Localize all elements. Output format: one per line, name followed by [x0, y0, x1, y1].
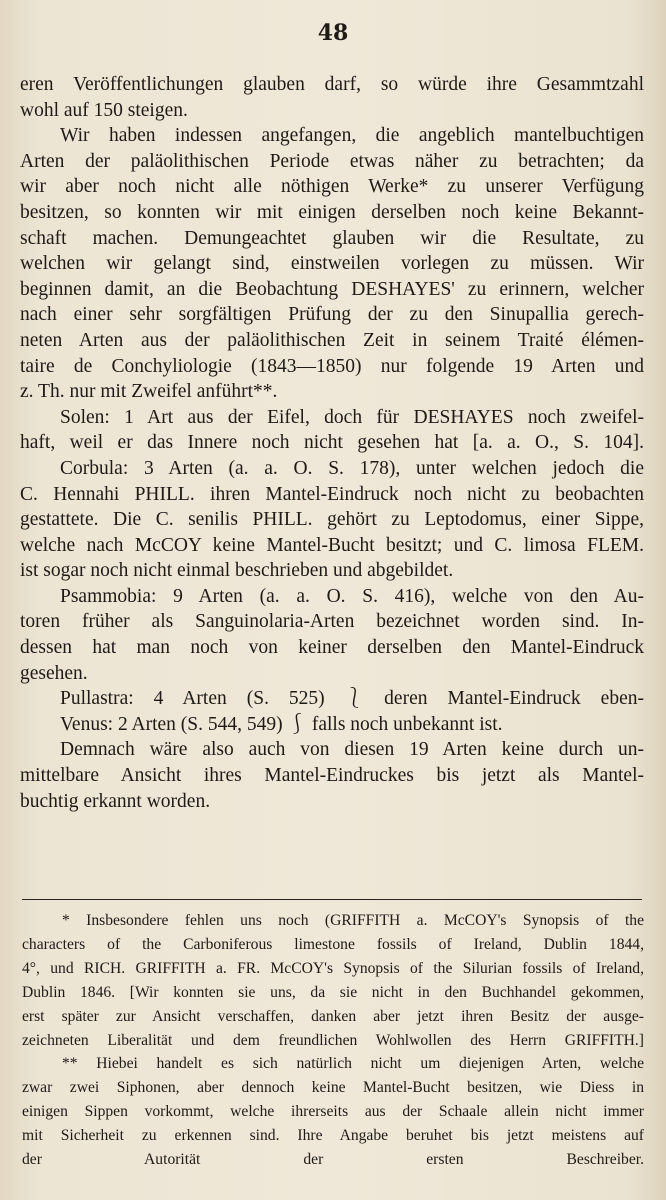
footnote-line: * Insbesondere fehlen uns noch (GRIFFITH a. McCOY's Synopsis of the	[62, 912, 644, 929]
text-line: Demnach wäre also auch von diesen 19 Arten keine durch un-	[60, 739, 644, 761]
text-line: dessen hat man noch von keiner derselben den Mantel-Eindruck	[20, 637, 644, 659]
text-line: taire de Conchyliologie (1843—1850) nur folgende 19 Arten und	[20, 355, 644, 377]
footnote-line: characters of the Carboniferous limestone fossils of Ireland, Dublin 1844,	[22, 935, 644, 953]
text-line: wohl auf 150 steigen.	[20, 99, 188, 121]
text-line: z. Th. nur mit Zweifel anführt**.	[20, 381, 278, 403]
text-line: Arten der paläolithischen Periode etwas näher zu betrachten; da	[20, 150, 644, 172]
text-line: buchtig erkannt worden.	[20, 790, 211, 812]
text-line: wir aber noch nicht alle nöthigen Werke* zu unserer Verfügung	[20, 176, 644, 198]
text-line: nach einer sehr sorgfältigen Prüfung der zu den Sinupallia gerech-	[20, 304, 644, 326]
text-line: Pullastra: 4 Arten (S. 525) ⎱ deren Mantel-Eindruck eben-	[60, 688, 644, 710]
text-line: mittelbare Ansicht ihres Mantel-Eindruckes bis jetzt als Mantel-	[20, 765, 644, 787]
text-line: Corbula: 3 Arten (a. a. O. S. 178), unter welchen jedoch die	[60, 457, 644, 479]
footnote-line: erst später zur Ansicht verschaffen, danken aber jetzt ihren Besitz der ausge-	[22, 1007, 644, 1025]
footnote-divider	[22, 899, 642, 900]
text-line: neten Arten aus der paläolithischen Zeit in seinem Traité élémen-	[20, 329, 644, 351]
footnotes	[22, 909, 644, 1172]
footnote-line: zeichneten Liberalität und dem freundlichen Wohlwollen des Herrn GRIFFITH.]	[22, 1031, 644, 1049]
footnote-line: 4°, und RICH. GRIFFITH a. FR. McCOY's Synopsis of the Silurian fossils of Ireland,	[22, 959, 644, 977]
text-line: besitzen, so konnten wir mit einigen derselben noch keine Bekannt-	[20, 201, 644, 223]
text-line: toren früher als Sanguinolaria-Arten bezeichnet worden sind. In-	[20, 611, 644, 633]
text-line: Psammobia: 9 Arten (a. a. O. S. 416), welche von den Au-	[60, 585, 644, 607]
text-line: gesehen.	[20, 662, 88, 684]
text-line: gestattete. Die C. senilis PHILL. gehört zu Leptodomus, einer Sippe,	[20, 509, 644, 531]
text-line: ist sogar noch nicht einmal beschrieben und abgebildet.	[20, 560, 454, 582]
text-line: eren Veröffentlichungen glauben darf, so würde ihre Gesammtzahl	[20, 74, 644, 95]
footnote-line: ** Hiebei handelt es sich natürlich nicht um diejenigen Arten, welche	[62, 1055, 644, 1073]
text-line: schaft machen. Demungeachtet glauben wir die Resultate, zu	[20, 227, 644, 249]
text-line: beginnen damit, an die Beobachtung DESHAYES' zu erinnern, welcher	[20, 278, 644, 300]
text-line: welchen wir gelangt sind, einstweilen vorlegen zu müssen. Wir	[20, 253, 644, 275]
text-line: C. Hennahi PHILL. ihren Mantel-Eindruck noch nicht zu beobachten	[20, 483, 644, 505]
footnote-line: mit Sicherheit zu erkennen sind. Ihre Angabe beruhet bis jetzt meistens auf	[22, 1127, 644, 1145]
footnote-line: einigen Sippen vorkommt, welche ihrerseits aus der Schaale allein nicht immer	[22, 1103, 644, 1121]
text-line: Venus: 2 Arten (S. 544, 549) ⎰ falls noch unbekannt ist.	[60, 713, 503, 735]
text-line: Wir haben indessen angefangen, die angeblich mantelbuchtigen	[60, 125, 644, 147]
text-line: welche nach McCOY keine Mantel-Bucht besitzt; und C. limosa FLEM.	[20, 534, 644, 556]
text-line: Solen: 1 Art aus der Eifel, doch für DESHAYES noch zweifel-	[60, 406, 644, 428]
footnote-line: Dublin 1846. [Wir konnten sie uns, da sie nicht in den Buchhandel gekommen,	[22, 983, 644, 1001]
footnote-line: der Autorität der ersten Beschreiber.	[22, 1151, 644, 1169]
text-line: haft, weil er das Innere noch nicht gesehen hat [a. a. O., S. 104].	[20, 432, 644, 454]
main-text	[20, 72, 644, 814]
footnote-line: zwar zwei Siphonen, aber dennoch keine Mantel-Bucht besitzen, wie Diess in	[22, 1079, 644, 1097]
page-number: 48	[317, 20, 349, 46]
